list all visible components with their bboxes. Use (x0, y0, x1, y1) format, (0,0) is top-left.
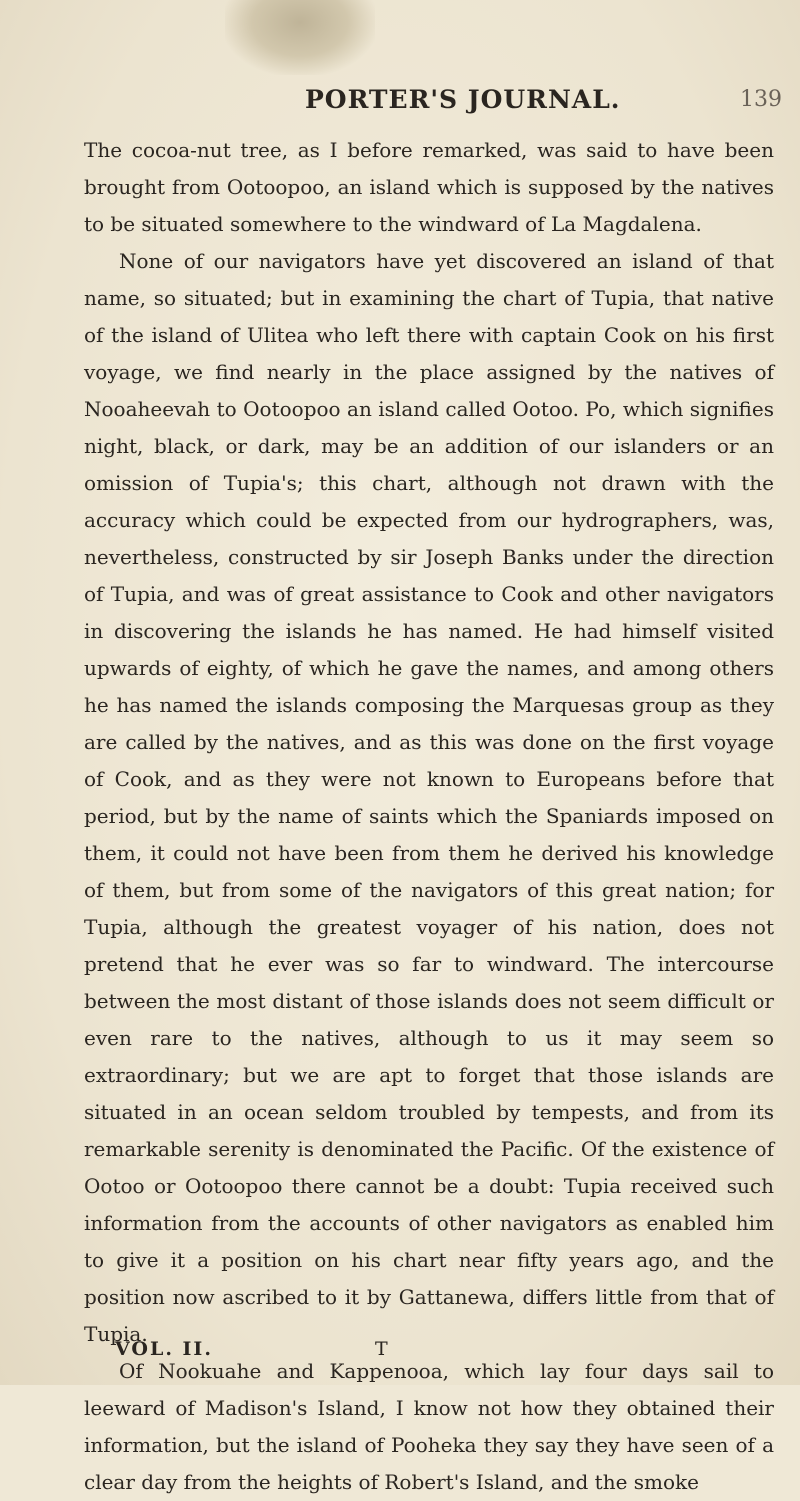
page-footer (0, 1338, 800, 1368)
paper-stain (225, 0, 375, 75)
signature-mark: T (375, 1338, 388, 1360)
paragraph-2: None of our navigators have yet discovered an island of that name, so situated; but in examining the chart of Tupia, that native of the island of Ulitea who left there with captain Cook on his first voyage, we find nearly in the place assigned by the natives of Nooaheevah to Ootoopoo an island called Ootoo. Po, which signifies night, black, or dark, may be an addition of our islanders or an omission of Tupia's; this chart, although not drawn with the accuracy which could be expected from our hydrographers, was, nevertheless, constructed by sir Joseph Banks under the direction of Tupia, and was of great assistance to Cook and other navigators in discovering the islands he has named. He had himself visited upwards of eighty, of which he gave the names, and among others he has named the islands composing the Marquesas group as they are called by the natives, and as this was done on the first voyage of Cook, and as they were not known to Europeans before that period, but by the name of saints which the Spaniards imposed on them, it could not have been from them he derived his knowledge of them, but from some of the navigators of this great nation; for Tupia, although the greatest voyager of his nation, does not pretend that he ever was so far to windward. The intercourse between the most distant of those islands does not seem difficult or even rare to the natives, although to us it may seem so extraordinary; but we are apt to forget that those islands are situated in an ocean seldom troubled by tempests, and from its remarkable serenity is denominated the Pacific. Of the existence of Ootoo or Ootoopoo there cannot be a doubt: Tupia received such information from the accounts of other navigators as enabled him to give it a position on his chart near fifty years ago, and the position now ascribed to it by Gattanewa, differs little from that of Tupia. (84, 249, 774, 1346)
running-title: PORTER'S JOURNAL. (305, 85, 621, 114)
paragraph-3: Of Nookuahe and Kappenooa, which lay four days sail to leeward of Madison's Island, I know not how they obtained their information, but the island of Pooheka they say they have seen of a clear day from the heights of Robert's Island, and the smoke (84, 1359, 774, 1494)
body-text (84, 132, 774, 1501)
running-head (0, 85, 800, 119)
volume-label: VOL. II. (115, 1338, 213, 1360)
paragraph-1: The cocoa-nut tree, as I before remarked, was said to have been brought from Ootoopoo, an island which is supposed by the natives to be situated somewhere to the windward of La Magdalena. (84, 138, 774, 236)
page-number: 139 (740, 87, 782, 112)
